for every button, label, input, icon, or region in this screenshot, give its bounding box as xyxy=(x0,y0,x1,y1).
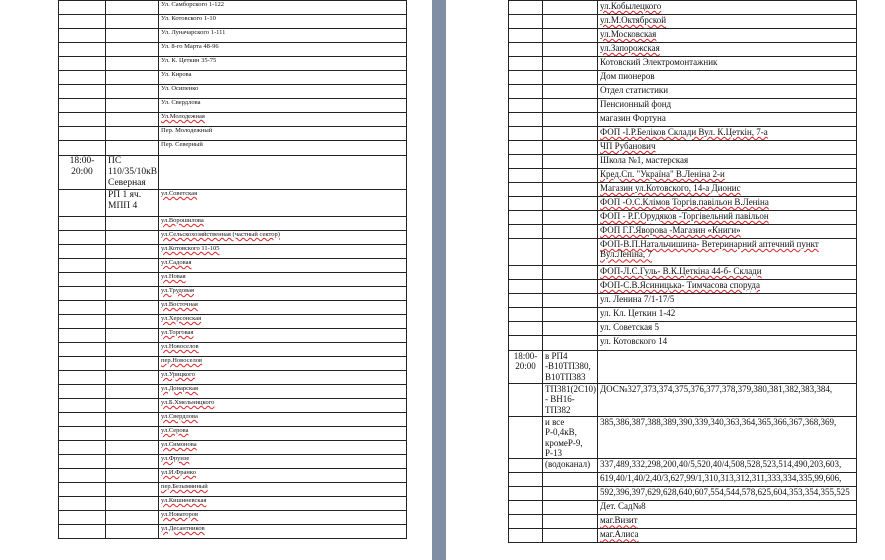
time-cell xyxy=(509,183,543,197)
table-row xyxy=(509,384,857,417)
source-cell xyxy=(106,29,159,43)
street-cell: ул.Котовского 11-105 xyxy=(159,244,407,258)
object-cell: Школа №1, мастерская xyxy=(598,155,857,169)
street-cell: Ул. Свердлова xyxy=(159,99,407,113)
time-cell xyxy=(59,328,106,342)
table-row xyxy=(509,29,857,43)
time-cell xyxy=(59,15,106,29)
source-cell xyxy=(106,230,159,244)
time-cell xyxy=(59,57,106,71)
object-cell: 385,386,387,388,389,390,339,340,363,364,365,366,367,368,369, xyxy=(598,417,857,459)
time-cell xyxy=(59,398,106,412)
object-cell: ЧП Рубанович xyxy=(598,141,857,155)
table-row xyxy=(59,468,407,482)
source-cell xyxy=(106,43,159,57)
source-cell xyxy=(106,342,159,356)
table-row xyxy=(59,482,407,496)
time-cell xyxy=(59,141,106,156)
table-row xyxy=(59,156,407,190)
table-row xyxy=(59,510,407,524)
street-cell: ул.Фрунзе xyxy=(159,454,407,468)
source-cell xyxy=(543,322,598,336)
time-cell xyxy=(509,141,543,155)
source-cell xyxy=(543,473,598,487)
source-cell: РП 1 яч. МПП 4 xyxy=(106,189,159,216)
source-cell xyxy=(106,99,159,113)
table-row xyxy=(509,99,857,113)
time-cell xyxy=(509,113,543,127)
time-cell xyxy=(509,239,543,266)
time-cell xyxy=(509,211,543,225)
time-cell xyxy=(509,169,543,183)
time-cell xyxy=(59,216,106,230)
table-row xyxy=(59,454,407,468)
table-row xyxy=(59,314,407,328)
source-cell xyxy=(106,370,159,384)
source-cell xyxy=(106,398,159,412)
table-row xyxy=(59,286,407,300)
table-row xyxy=(509,239,857,266)
object-cell: ФОП-В.П.Натальчишина- Ветеринарний аптечний пункт Вул.Леніна, 7 xyxy=(598,239,857,266)
table-row xyxy=(59,71,407,85)
table-row xyxy=(59,496,407,510)
time-cell xyxy=(509,29,543,43)
object-cell: ул.Кобылецкого xyxy=(598,1,857,15)
object-cell: 592,396,397,629,628,640,607,554,544,578,625,604,353,354,355,525 xyxy=(598,487,857,501)
table-row xyxy=(509,487,857,501)
time-cell xyxy=(59,524,106,538)
street-cell: ул.Херсонская xyxy=(159,314,407,328)
object-cell: Котовский Электромонтажник xyxy=(598,57,857,71)
table-row xyxy=(59,99,407,113)
source-cell: ПС 110/35/10кВ Северная xyxy=(106,156,159,190)
object-cell: Дом пионеров xyxy=(598,71,857,85)
table-row xyxy=(509,294,857,308)
source-cell: ТП381(2С10) - ВН16-ТП382 xyxy=(543,384,598,417)
time-cell xyxy=(509,71,543,85)
source-cell xyxy=(106,440,159,454)
table-row xyxy=(509,417,857,459)
time-cell xyxy=(59,189,106,216)
source-cell xyxy=(106,426,159,440)
table-row xyxy=(59,29,407,43)
table-row xyxy=(509,322,857,336)
time-cell xyxy=(509,155,543,169)
table-row xyxy=(509,85,857,99)
source-cell xyxy=(543,57,598,71)
source-cell xyxy=(106,216,159,230)
table-row xyxy=(509,57,857,71)
street-cell: Ул. Самборского 1-122 xyxy=(159,1,407,15)
source-cell xyxy=(543,294,598,308)
street-cell: пер.Новоселов xyxy=(159,356,407,370)
time-cell xyxy=(509,487,543,501)
table-row xyxy=(59,216,407,230)
object-cell: ДОС№327,373,374,375,376,377,378,379,380,381,382,383,384, xyxy=(598,384,857,417)
table-row xyxy=(509,43,857,57)
table-row xyxy=(59,342,407,356)
table-row xyxy=(509,155,857,169)
source-cell xyxy=(543,487,598,501)
time-cell xyxy=(509,266,543,280)
time-cell xyxy=(59,510,106,524)
time-cell xyxy=(509,501,543,515)
street-cell: ул.Новая xyxy=(159,272,407,286)
page-gutter xyxy=(432,0,446,560)
source-cell xyxy=(543,280,598,294)
street-cell: ул.Советская xyxy=(159,189,407,216)
object-cell: ул.Московская xyxy=(598,29,857,43)
time-cell xyxy=(509,127,543,141)
time-cell xyxy=(509,459,543,473)
time-cell xyxy=(509,336,543,351)
table-row xyxy=(59,57,407,71)
street-cell: Ул. Луначарского 1-111 xyxy=(159,29,407,43)
time-cell xyxy=(59,468,106,482)
source-cell xyxy=(106,286,159,300)
time-cell xyxy=(509,1,543,15)
time-cell xyxy=(59,71,106,85)
table-row xyxy=(59,127,407,141)
street-cell: ул.Симонова xyxy=(159,440,407,454)
table-row xyxy=(59,85,407,99)
time-cell xyxy=(509,473,543,487)
street-cell: ул.Торговая xyxy=(159,328,407,342)
table-row xyxy=(59,141,407,156)
time-cell xyxy=(509,280,543,294)
source-cell xyxy=(543,99,598,113)
source-cell xyxy=(106,468,159,482)
table-row xyxy=(509,280,857,294)
table-row xyxy=(59,384,407,398)
table-row xyxy=(59,189,407,216)
table-row xyxy=(509,71,857,85)
street-cell: ул.Б.Хмельницкого xyxy=(159,398,407,412)
street-cell: ул.Урицкого xyxy=(159,370,407,384)
time-cell xyxy=(59,99,106,113)
time-cell xyxy=(59,440,106,454)
time-cell xyxy=(59,454,106,468)
source-cell xyxy=(543,71,598,85)
street-cell: Пер. Северный xyxy=(159,141,407,156)
street-cell: Ул. Осипенко xyxy=(159,85,407,99)
time-cell xyxy=(509,417,543,459)
street-cell: ул.Трудовая xyxy=(159,286,407,300)
street-cell: ул.Серова xyxy=(159,426,407,440)
source-cell xyxy=(543,169,598,183)
source-cell xyxy=(106,258,159,272)
table-row xyxy=(509,1,857,15)
object-cell xyxy=(598,351,857,384)
source-cell xyxy=(106,244,159,258)
table-row xyxy=(59,15,407,29)
source-cell xyxy=(543,501,598,515)
table-row xyxy=(59,440,407,454)
source-cell xyxy=(543,211,598,225)
table-row xyxy=(509,266,857,280)
source-cell xyxy=(106,57,159,71)
table-row xyxy=(59,258,407,272)
object-cell: ФОП-Л.С.Гуль- В.К.Цеткіна 44-б- Склади xyxy=(598,266,857,280)
object-cell: ул. Кл. Цеткин 1-42 xyxy=(598,308,857,322)
object-cell: ФОП Г.Г.Яворова -Магазин «Книги» xyxy=(598,225,857,239)
document-page-right xyxy=(446,0,885,560)
source-cell xyxy=(106,524,159,538)
source-cell xyxy=(106,1,159,15)
source-cell xyxy=(543,266,598,280)
source-cell xyxy=(543,183,598,197)
street-cell: пер.Безымянный xyxy=(159,482,407,496)
table-row xyxy=(59,398,407,412)
time-cell xyxy=(509,99,543,113)
object-cell: магазин Фортуна xyxy=(598,113,857,127)
time-cell xyxy=(59,356,106,370)
object-cell: ул.М.Октябрской xyxy=(598,15,857,29)
time-cell xyxy=(59,482,106,496)
source-cell xyxy=(543,529,598,543)
object-cell: ФОП -О.С.Клімов Торгів.павільон В.Леніна xyxy=(598,197,857,211)
street-cell: Ул. Котовского 1-10 xyxy=(159,15,407,29)
source-cell xyxy=(543,141,598,155)
source-cell xyxy=(543,225,598,239)
street-cell: Ул.Молодежная xyxy=(159,113,407,127)
source-cell xyxy=(106,328,159,342)
street-cell: ул.Донарская xyxy=(159,384,407,398)
document-page-left xyxy=(0,0,432,560)
source-cell xyxy=(106,384,159,398)
source-cell xyxy=(543,239,598,266)
object-cell: ФОП - Р.Г.Орудяков -Торгівельний павільон xyxy=(598,211,857,225)
time-cell xyxy=(59,496,106,510)
time-cell xyxy=(59,127,106,141)
table-row xyxy=(509,336,857,351)
table-row xyxy=(59,244,407,258)
table-row xyxy=(59,43,407,57)
street-cell: ул.Ворошилова xyxy=(159,216,407,230)
source-cell xyxy=(106,314,159,328)
time-cell xyxy=(509,85,543,99)
source-cell xyxy=(106,85,159,99)
table-row xyxy=(509,169,857,183)
street-cell: ул.Кишиневская xyxy=(159,496,407,510)
source-cell xyxy=(106,496,159,510)
street-cell: ул.Новаторов xyxy=(159,510,407,524)
table-row xyxy=(509,113,857,127)
source-cell xyxy=(106,454,159,468)
time-cell xyxy=(509,515,543,529)
street-cell: ул.Свердлова xyxy=(159,412,407,426)
object-cell: маг.Визит xyxy=(598,515,857,529)
table-row xyxy=(509,308,857,322)
time-cell xyxy=(509,15,543,29)
object-cell: ул. Ленина 7/1-17/5 xyxy=(598,294,857,308)
source-cell: в РП4 -В10ТП380, В10ТП383 xyxy=(543,351,598,384)
table-row xyxy=(59,113,407,127)
table-row xyxy=(509,351,857,384)
table-row xyxy=(59,272,407,286)
time-cell xyxy=(59,272,106,286)
time-cell xyxy=(59,426,106,440)
time-cell xyxy=(59,1,106,15)
table-row xyxy=(59,426,407,440)
time-cell xyxy=(509,384,543,417)
time-cell xyxy=(59,286,106,300)
table-row xyxy=(509,127,857,141)
source-cell xyxy=(106,71,159,85)
table-row xyxy=(509,211,857,225)
time-cell xyxy=(59,258,106,272)
source-cell xyxy=(543,113,598,127)
object-cell: Пенсионный фонд xyxy=(598,99,857,113)
source-cell xyxy=(106,127,159,141)
table-row xyxy=(509,15,857,29)
source-cell xyxy=(543,127,598,141)
source-cell xyxy=(543,308,598,322)
source-cell xyxy=(543,1,598,15)
table-row xyxy=(509,141,857,155)
object-cell: ул. Советская 5 xyxy=(598,322,857,336)
time-cell xyxy=(509,529,543,543)
source-cell xyxy=(543,197,598,211)
time-cell xyxy=(59,29,106,43)
table-row xyxy=(59,300,407,314)
time-cell xyxy=(509,322,543,336)
source-cell xyxy=(106,356,159,370)
table-row xyxy=(59,1,407,15)
time-cell: 18:00-20:00 xyxy=(509,351,543,384)
street-cell: Ул. Кирова xyxy=(159,71,407,85)
time-cell xyxy=(59,412,106,426)
street-cell xyxy=(159,156,407,190)
object-cell: маг.Алиса xyxy=(598,529,857,543)
table-row xyxy=(509,459,857,473)
table-row xyxy=(59,328,407,342)
source-cell xyxy=(543,85,598,99)
time-cell xyxy=(59,85,106,99)
source-cell xyxy=(543,15,598,29)
object-cell: 619,40/1,40/2,40/3,627,99/1,310,313,312,311,333,334,335,99,606, xyxy=(598,473,857,487)
schedule-table-left xyxy=(58,0,407,539)
time-cell xyxy=(509,308,543,322)
street-cell: ул.Садовая xyxy=(159,258,407,272)
time-cell xyxy=(509,57,543,71)
time-cell xyxy=(509,197,543,211)
source-cell: и все Р-0,4кВ, кромеР-9, Р-13 xyxy=(543,417,598,459)
time-cell xyxy=(509,294,543,308)
table-row xyxy=(509,225,857,239)
street-cell: ул.Новоселов xyxy=(159,342,407,356)
source-cell xyxy=(543,336,598,351)
time-cell xyxy=(59,370,106,384)
table-row xyxy=(509,515,857,529)
source-cell xyxy=(106,272,159,286)
table-row xyxy=(509,473,857,487)
time-cell xyxy=(59,342,106,356)
object-cell: 337,489,332,298,200,40/5,520,40/4,508,528,523,514,490,203,603, xyxy=(598,459,857,473)
object-cell: ФОП -І.Р.Беліков Склади Вул. К.Цеткін, 7-а xyxy=(598,127,857,141)
time-cell xyxy=(509,43,543,57)
source-cell: (водоканал) xyxy=(543,459,598,473)
street-cell: ул.Восточная xyxy=(159,300,407,314)
source-cell xyxy=(543,155,598,169)
source-cell xyxy=(543,29,598,43)
street-cell: ул.И.Франко xyxy=(159,468,407,482)
street-cell: Ул. 8-го Марта 48-96 xyxy=(159,43,407,57)
schedule-table-right xyxy=(508,0,857,543)
source-cell xyxy=(106,113,159,127)
time-cell xyxy=(59,384,106,398)
table-row xyxy=(59,356,407,370)
source-cell xyxy=(106,412,159,426)
street-cell: Ул. К. Цеткин 35-75 xyxy=(159,57,407,71)
source-cell xyxy=(106,300,159,314)
object-cell: ФОП-С.В.Ясиницька- Тимчасова споруда xyxy=(598,280,857,294)
object-cell: Отдел статистики xyxy=(598,85,857,99)
source-cell xyxy=(106,141,159,156)
source-cell xyxy=(543,43,598,57)
source-cell xyxy=(106,15,159,29)
object-cell: Дет. Сад№8 xyxy=(598,501,857,515)
time-cell xyxy=(59,244,106,258)
street-cell: ул.Десантников xyxy=(159,524,407,538)
object-cell: ул. Котовского 14 xyxy=(598,336,857,351)
time-cell: 18:00-20:00 xyxy=(59,156,106,190)
time-cell xyxy=(59,113,106,127)
table-row xyxy=(59,230,407,244)
time-cell xyxy=(509,225,543,239)
table-row xyxy=(59,412,407,426)
table-row xyxy=(509,529,857,543)
table-row xyxy=(59,524,407,538)
table-row xyxy=(509,183,857,197)
table-row xyxy=(509,197,857,211)
object-cell: ул.Запорожская xyxy=(598,43,857,57)
table-row xyxy=(509,501,857,515)
time-cell xyxy=(59,230,106,244)
object-cell: Кред.Сп. "Україна" В.Леніна 2-и xyxy=(598,169,857,183)
street-cell: ул.Сельскохозяйственная (частный сектор) xyxy=(159,230,407,244)
street-cell: Пер. Молодежный xyxy=(159,127,407,141)
time-cell xyxy=(59,43,106,57)
time-cell xyxy=(59,300,106,314)
source-cell xyxy=(543,515,598,529)
source-cell xyxy=(106,482,159,496)
object-cell: Магазин ул.Котовского, 14-а Дионис xyxy=(598,183,857,197)
time-cell xyxy=(59,314,106,328)
table-row xyxy=(59,370,407,384)
source-cell xyxy=(106,510,159,524)
